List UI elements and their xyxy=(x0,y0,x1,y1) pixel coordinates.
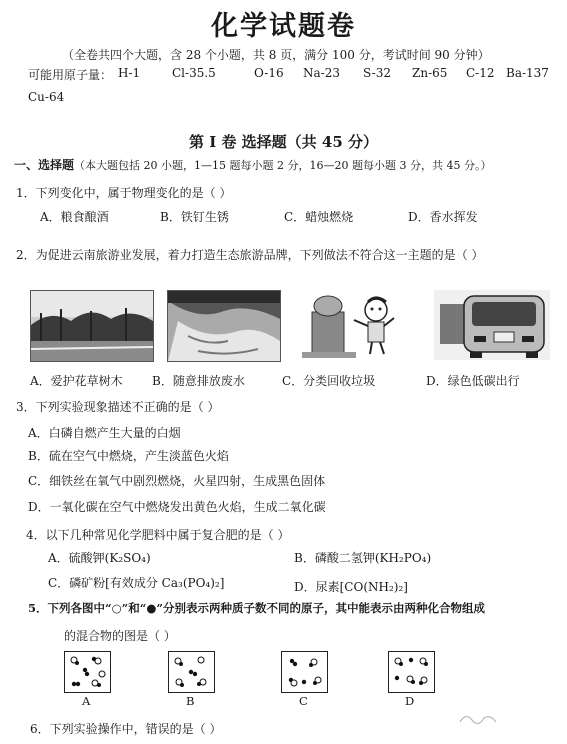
q2-option-a: A．爱护花草树木 xyxy=(30,374,123,388)
atomic-mass-o: O-16 xyxy=(254,66,284,80)
handwritten-mark xyxy=(458,710,498,728)
atomic-mass-zn: Zn-65 xyxy=(412,66,448,80)
q3-option-a: A．白磷自燃产生大量的白烟 xyxy=(28,426,181,440)
q4-stem: 4．以下几种常见化学肥料中属于复合肥的是（ ） xyxy=(26,528,290,542)
q5-label-a: A xyxy=(82,694,91,708)
section-title: 第 I 卷 选择题（共 45 分） xyxy=(188,133,378,151)
atomic-mass-c: C-12 xyxy=(466,66,495,80)
q5-stem: 5．下列各图中“○”和“●”分别表示两种质子数不同的原子，其中能表示由两种化合物组成 xyxy=(28,601,486,615)
q2-option-c: C．分类回收垃圾 xyxy=(282,374,376,388)
q5-label-d: D xyxy=(405,694,415,708)
atomic-mass-na: Na-23 xyxy=(303,66,340,80)
q2-photo-wastewater xyxy=(167,290,281,362)
q2-stem: 2．为促进云南旅游业发展，着力打造生态旅游品牌，下列做法不符合这一主题的是（ ） xyxy=(16,248,484,262)
atomic-mass-ba: Ba-137 xyxy=(506,66,549,80)
atomic-mass-label: 可能用原子量： xyxy=(28,68,113,82)
exam-note: （全卷共四个大题，含 28 个小题，共 8 页，满分 100 分，考试时间 90 分钟） xyxy=(62,48,490,62)
atomic-mass-s: S-32 xyxy=(363,66,391,80)
q2-photo-trees xyxy=(30,290,154,362)
q3-stem: 3．下列实验现象描述不正确的是（ ） xyxy=(16,400,220,414)
q5-diagram-a xyxy=(64,651,111,693)
q5-diagram-b xyxy=(168,651,215,693)
q2-picture-recycling xyxy=(298,290,404,360)
q5-stem-continued: 的混合物的图是（ ） xyxy=(64,629,176,643)
atomic-mass-cl: Cl-35.5 xyxy=(172,66,216,80)
q3-option-d: D．一氧化碳在空气中燃烧发出黄色火焰，生成二氧化碳 xyxy=(28,500,326,514)
q1-option-d: D．香水挥发 xyxy=(408,210,478,224)
atomic-mass-h: H-1 xyxy=(118,66,141,80)
q2-picture-bus xyxy=(434,290,550,360)
atomic-mass-cu: Cu-64 xyxy=(28,90,65,104)
part-description: （本大题包括 20 小题，1—15 题每小题 2 分，16—20 题每小题 3 分，共 45 分。） xyxy=(74,159,492,172)
q4-option-a: A．硫酸钾(K₂SO₄) xyxy=(48,551,151,565)
q4-option-d: D．尿素[CO(NH₂)₂] xyxy=(294,580,408,594)
paper-title: 化学试题卷 xyxy=(211,11,356,42)
q4-option-b: B．磷酸二氢钾(KH₂PO₄) xyxy=(294,551,432,565)
q2-option-d: D．绿色低碳出行 xyxy=(426,374,520,388)
q1-option-b: B．铁钉生锈 xyxy=(160,210,229,224)
part-heading: 一、选择题 xyxy=(14,158,75,172)
q2-option-b: B．随意排放废水 xyxy=(152,374,245,388)
q4-option-c: C．磷矿粉[有效成分 Ca₃(PO₄)₂] xyxy=(48,576,225,590)
part-heading-line xyxy=(14,156,491,173)
q5-diagram-d xyxy=(388,651,435,693)
q3-option-c: C．细铁丝在氧气中剧烈燃烧，火星四射，生成黑色固体 xyxy=(28,474,326,488)
q1-option-a: A．粮食酿酒 xyxy=(40,210,109,224)
q1-option-c: C．蜡烛燃烧 xyxy=(284,210,354,224)
q6-stem: 6．下列实验操作中，错误的是（ ） xyxy=(30,722,222,736)
q3-option-b: B．硫在空气中燃烧，产生淡蓝色火焰 xyxy=(28,449,229,463)
q1-stem: 1．下列变化中，属于物理变化的是（ ） xyxy=(16,186,232,200)
q5-diagram-c xyxy=(281,651,328,693)
q5-label-b: B xyxy=(186,694,195,708)
q5-label-c: C xyxy=(299,694,308,708)
